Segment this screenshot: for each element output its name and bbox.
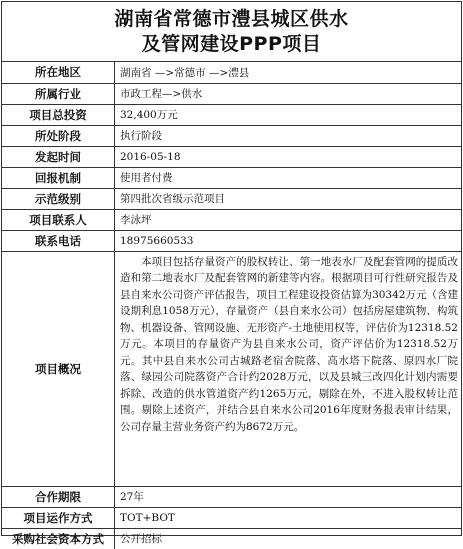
stage-label: 所处阶段 [2,125,115,146]
row-demo-level [2,188,461,209]
row-total-investment [2,104,461,125]
row-overview [2,251,461,486]
operation-mode-label: 项目运作方式 [2,507,115,528]
return-mechanism-value: 使用者付费 [115,167,462,188]
contact-person-label: 项目联系人 [2,209,115,230]
return-mechanism-label: 回报机制 [2,167,115,188]
project-info-card [1,1,462,546]
demo-level-label: 示范级别 [2,188,115,209]
contact-phone-value: 18975660533 [115,230,462,251]
row-procurement-method [2,528,461,549]
launch-date-value: 2016-05-18 [115,146,462,167]
launch-date-label: 发起时间 [2,146,115,167]
row-return-mechanism [2,167,461,188]
row-cooperation-term [2,486,461,507]
project-details-table [2,62,461,549]
project-title [2,2,461,62]
contact-person-value: 李泳坪 [115,209,462,230]
row-industry [2,83,461,104]
overview-cell [115,251,462,486]
total-investment-value: 32,400万元 [115,104,462,125]
cooperation-term-value: 27年 [115,486,462,507]
stage-value: 执行阶段 [115,125,462,146]
project-title-line-1: 湖南省常德市澧县城区供水 [114,7,349,30]
region-value: 湖南省 —>常德市 —>澧县 [120,66,250,79]
row-operation-mode [2,507,461,528]
row-region [2,62,461,83]
cooperation-term-label: 合作期限 [2,486,115,507]
industry-label: 所属行业 [2,83,115,104]
row-launch-date [2,146,461,167]
contact-phone-label: 联系电话 [2,230,115,251]
procurement-method-value: 公开招标 [115,528,462,549]
row-contact-person [2,209,461,230]
industry-value: 市政工程—>供水 [115,83,462,104]
operation-mode-value: TOT+BOT [115,507,462,528]
overview-label: 项目概况 [2,251,115,486]
region-label: 所在地区 [2,62,115,83]
project-title-line-2: 及管网建设PPP项目 [141,32,322,55]
row-stage [2,125,461,146]
total-investment-label: 项目总投资 [2,104,115,125]
procurement-method-label: 采购社会资本方式 [2,528,115,549]
demo-level-value: 第四批次省级示范项目 [115,188,462,209]
row-contact-phone [2,230,461,251]
overview-text: 本项目包括存量资产的股权转让、第一地表水厂及配套管网的提质改造和第二地表水厂及配套管网的新建等内容。根据项目可行性研究报告及县自来水公司资产评估报告，项目工程建设投资估算为30342万元（含建设期利息1058万元），存量资产（县自来水公司）包括房屋建筑物、构筑物、机器设备、管网设施、无形资产-土地使用权等，评估价为12318.52万元。本项目的存量资产为县自来水公司，资产评估价为12318.52万元。其中县自来水公司古城路老宿舍院落、高水塔下院落、原四水厂院落、绿园公司院落资产合计约2028万元，以及县城三改四化计划内需要拆除、改造的供水管道资产约1265万元，剔除在外，不进入股权转让范围。剔除上述资产，并结合县自来水公司2016年度财务报表审计结果，公司存量主营业务资产约为8672万元。 [120,255,458,433]
